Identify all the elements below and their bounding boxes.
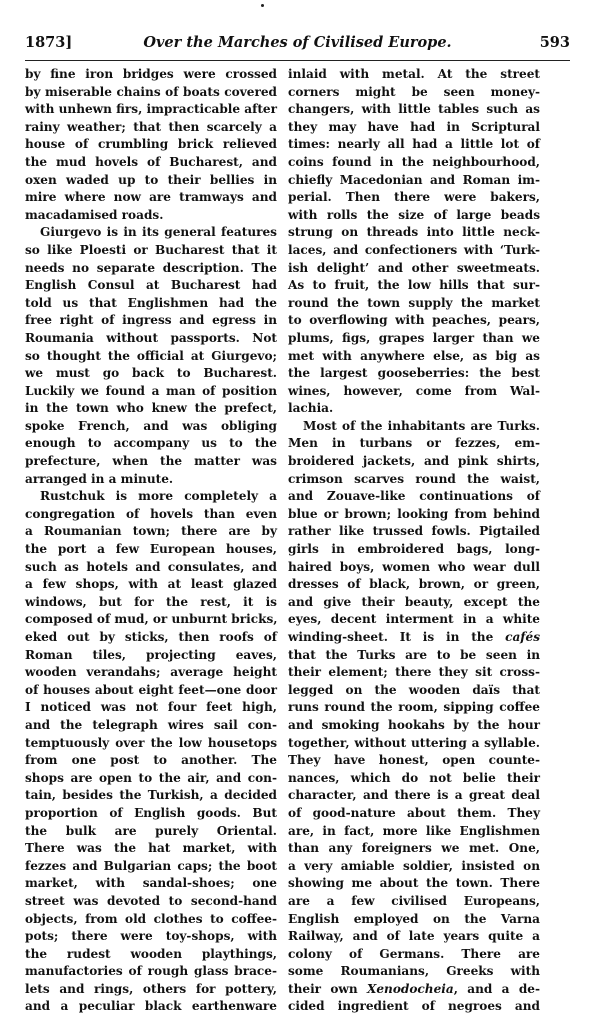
text-line: English employed on the Varna (288, 911, 540, 926)
text-line: street was devoted to second-hand (25, 893, 277, 908)
page-number: 593 (539, 34, 570, 51)
text-line: objects, from old clothes to coffee- (25, 911, 277, 926)
text-line: wooden verandahs; average height (25, 665, 277, 680)
text-line: composed of mud, or unburnt bricks, (25, 612, 278, 627)
text-line: Railway, and of late years quite a (288, 929, 540, 944)
text-line: their own Xenodocheia, and a de- (288, 981, 540, 996)
text-line: told us that Englishmen had the (25, 295, 277, 310)
text-line: the port a few European houses, (25, 542, 277, 557)
text-line: eked out by sticks, then roofs of (25, 630, 277, 644)
text-line: manufactories of rough glass brace- (25, 964, 277, 979)
text-line: Most of the inhabitants are Turks. (303, 418, 540, 433)
text-line: and the telegraph wires sail con- (25, 717, 277, 732)
text-line: wines, however, come from Wal- (288, 383, 540, 398)
text-line: tain, besides the Turkish, a decided (25, 788, 277, 803)
running-header (25, 34, 570, 58)
text-line: oxen waded up to their bellies in (25, 172, 277, 187)
text-line: perial. Then there were bakers, (288, 190, 540, 205)
text-line: chiefly Macedonian and Roman im- (288, 172, 540, 187)
text-line: such as hotels and consulates, and (25, 559, 277, 574)
text-line: so like Ploesti or Bucharest that it (25, 242, 277, 257)
text-line: and give their beauty, except the (288, 594, 540, 609)
text-line: winding-sheet. It is in the cafés (288, 630, 540, 644)
text-line: Men in turbans or fezzes, em- (288, 436, 540, 451)
text-line: than any foreigners we met. One, (288, 841, 540, 856)
text-line: plums, figs, grapes larger than we (288, 330, 540, 345)
text-line: Giurgevo is in its general features (40, 225, 277, 240)
text-line: Roumania without passports. Not (25, 330, 277, 345)
text-line: their element; there they sit cross- (288, 665, 540, 680)
text-line: are a few civilised Europeans, (288, 893, 540, 908)
text-line: pots; there were toy-shops, with (25, 929, 277, 944)
text-line: inlaid with metal. At the street (288, 67, 540, 81)
text-line: in the town who knew the prefect, (25, 401, 277, 416)
text-line: a few shops, with at least glazed (25, 577, 277, 592)
text-line: of good-nature about them. They (288, 805, 540, 820)
text-line: legged on the wooden daïs that (288, 682, 540, 697)
text-line: As to fruit, the low hills that sur- (288, 278, 540, 293)
text-line: broidered jackets, and pink shirts, (288, 454, 540, 469)
text-line: shops are open to the air, and con- (25, 770, 277, 785)
text-line: changers, with little tables such as (288, 102, 540, 117)
text-line: rainy weather; that then scarcely a (25, 119, 277, 134)
text-line: a very amiable soldier, insisted on (288, 858, 540, 873)
text-line: English Consul at Bucharest had (25, 278, 277, 293)
print-speck (261, 4, 264, 7)
text-line: There was the hat market, with (25, 841, 277, 856)
text-line: crimson scarves round the waist, (288, 471, 540, 486)
text-line: we must go back to Bucharest. (25, 366, 277, 381)
text-line: dresses of black, brown, or green, (288, 577, 540, 592)
text-line: runs round the room, sipping coffee (288, 700, 540, 715)
text-line: with unhewn firs, impracticable after (25, 102, 277, 117)
text-line: and a peculiar black earthenware (25, 999, 277, 1014)
text-line: blue or brown; looking from behind (288, 506, 540, 521)
text-line: with rolls the size of large beads (288, 207, 540, 222)
text-line: together, without uttering a syllable. (288, 735, 540, 750)
text-line: so thought the official at Giurgevo; (25, 348, 277, 363)
text-line: free right of ingress and egress in (25, 313, 277, 328)
text-line: mire where now are tramways and (25, 190, 277, 205)
text-line: lets and rings, others for pottery, (25, 981, 277, 996)
text-line: the mud hovels of Bucharest, and (25, 154, 277, 169)
text-line: congregation of hovels than even (25, 506, 277, 521)
text-line: they may have had in Scriptural (288, 119, 540, 134)
left-column (25, 66, 277, 1016)
text-line: the rudest wooden playthings, (25, 946, 277, 961)
text-line: Rustchuk is more completely a (40, 489, 277, 504)
text-line: girls in embroidered bags, long- (288, 542, 540, 557)
text-line: They have honest, open counte- (288, 753, 540, 768)
text-line: by fine iron bridges were crossed (25, 67, 277, 81)
text-line: lachia. (288, 401, 334, 416)
text-line: that the Turks are to be seen in (288, 647, 540, 662)
text-line: from one post to another. The (25, 753, 277, 768)
text-line: I noticed was not four feet high, (25, 700, 277, 715)
text-line: Roman tiles, projecting eaves, (25, 647, 277, 662)
text-line: and Zouave-like continuations of (288, 489, 540, 504)
text-line: strung on threads into little neck- (288, 225, 540, 240)
text-line: nances, which do not belie their (288, 770, 540, 785)
text-line: spoke French, and was obliging (25, 418, 277, 433)
text-line: corners might be seen money- (288, 84, 540, 99)
text-line: prefecture, when the matter was (25, 454, 277, 469)
text-line: laces, and confectioners with ‘Turk- (288, 242, 540, 257)
text-line: the largest gooseberries: the best (288, 366, 540, 381)
text-line: arranged in a minute. (25, 471, 174, 486)
text-line: ish delight’ and other sweetmeats. (288, 260, 540, 275)
text-line: to overflowing with peaches, pears, (288, 313, 540, 328)
right-column (288, 66, 540, 1016)
text-line: some Roumanians, Greeks with (288, 964, 540, 979)
text-line: character, and there is a great deal (288, 788, 540, 803)
text-line: house of crumbling brick relieved (25, 137, 277, 152)
text-line: cided ingredient of negroes and (288, 999, 540, 1014)
text-line: are, in fact, more like Englishmen (288, 823, 540, 838)
text-line: met with anywhere else, as big as (288, 348, 540, 363)
text-line: proportion of English goods. But (25, 805, 277, 820)
text-line: round the town supply the market (288, 295, 540, 310)
text-line: of houses about eight feet—one door (25, 682, 277, 697)
text-line: by miserable chains of boats covered (25, 84, 277, 99)
text-line: macadamised roads. (25, 207, 164, 222)
text-line: Luckily we found a man of position (25, 383, 277, 398)
text-line: the bulk are purely Oriental. (25, 823, 277, 838)
text-line: enough to accompany us to the (25, 436, 277, 451)
text-line: needs no separate description. The (25, 260, 277, 275)
text-line: colony of Germans. There are (288, 946, 540, 961)
text-line: rather like trussed fowls. Pigtailed (288, 524, 540, 539)
header-rule (25, 60, 570, 61)
text-line: fezzes and Bulgarian caps; the boot (25, 858, 277, 873)
text-line: times: nearly all had a little lot of (288, 137, 540, 152)
text-line: eyes, decent interment in a white (288, 612, 540, 627)
text-line: a Roumanian town; there are by (25, 524, 277, 539)
text-line: haired boys, women who wear dull (288, 559, 540, 574)
header-year: 1873] (25, 34, 73, 51)
text-line: windows, but for the rest, it is (25, 594, 277, 609)
text-line: temptuously over the low housetops (25, 735, 277, 750)
header-title: Over the Marches of Civilised Europe. (143, 34, 452, 51)
text-line: showing me about the town. There (288, 876, 540, 891)
text-line: market, with sandal-shoes; one (25, 876, 277, 891)
text-line: and smoking hookahs by the hour (288, 717, 540, 732)
text-line: coins found in the neighbourhood, (288, 154, 540, 169)
